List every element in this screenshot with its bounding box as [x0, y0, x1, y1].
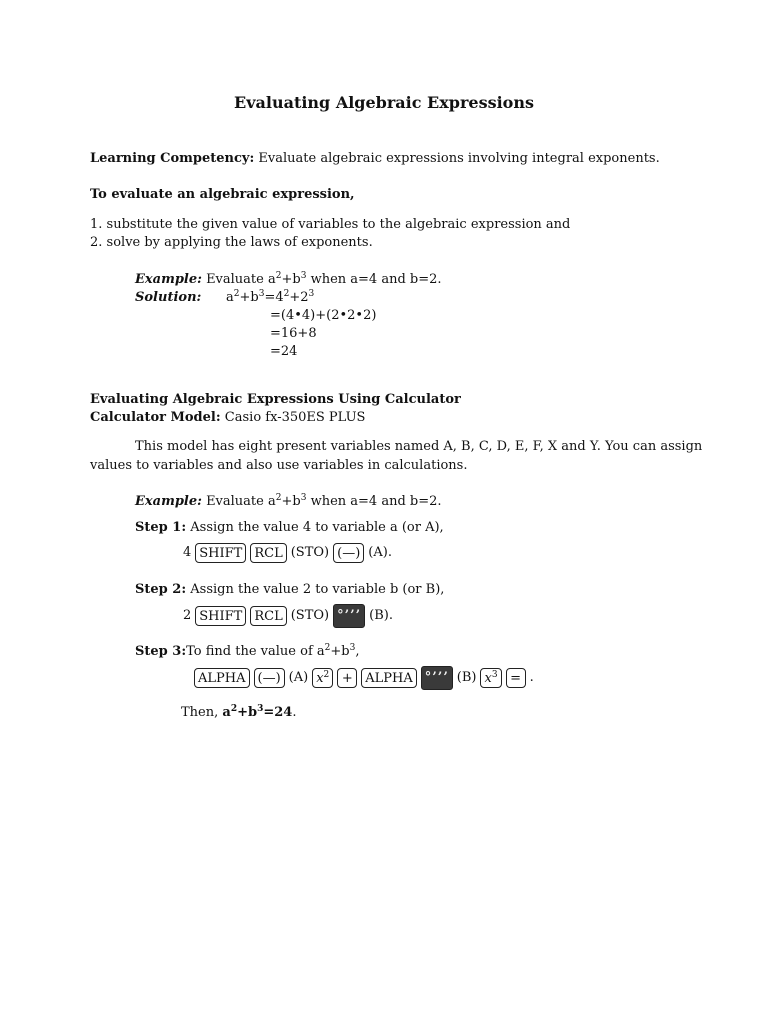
exponent: 2 [324, 643, 331, 653]
model-value: Casio fx-350ES PLUS [220, 410, 366, 425]
conclusion [181, 704, 296, 722]
example-label: Example: [135, 494, 202, 509]
step-2-key-sequence [181, 604, 395, 628]
conclusion-text: +b [237, 705, 258, 720]
calculator-heading: Evaluating Algebraic Expressions Using Calculator [90, 392, 461, 407]
step-3-key-sequence [192, 666, 536, 690]
equals-key[interactable]: = [506, 668, 526, 688]
step-label: Step 1: [135, 520, 187, 535]
exponent: 2 [275, 271, 282, 281]
solution-line-2: =(4•4)+(2•2•2) [270, 308, 377, 323]
calculator-paragraph-line-1: This model has eight present variables named A, B, C, D, E, F, X and Y. You can assign [135, 439, 703, 454]
example-text: +b [281, 494, 301, 509]
competency-text: Evaluate algebraic expressions involving integral exponents. [254, 151, 660, 166]
variable-label: (B) [456, 670, 477, 685]
calculator-model [90, 409, 365, 427]
alpha-key[interactable]: ALPHA [361, 668, 417, 688]
example-text: Evaluate a [201, 272, 276, 287]
step-label: Step 3: [135, 644, 187, 659]
exponent: 2 [230, 704, 238, 714]
exponent: 2 [283, 289, 290, 299]
example-text: Evaluate a [201, 494, 276, 509]
exponent: 3 [349, 643, 356, 653]
competency-label: Learning Competency: [90, 151, 255, 166]
sto-label: (STO) [290, 545, 330, 560]
calculator-paragraph-line-2: values to variables and also use variables in calculations. [90, 458, 468, 473]
number-value: 4 [183, 545, 192, 560]
step-text: To find the value of a [186, 644, 325, 659]
sequence-end: . [529, 670, 534, 685]
step-item-2: 2. solve by applying the laws of exponents. [90, 235, 373, 250]
degree-minute-second-key[interactable]: °’’’ [333, 604, 365, 628]
step-text: Assign the value 4 to variable a (or A), [186, 520, 444, 535]
key-exponent: 2 [323, 670, 330, 680]
step-label: Step 2: [135, 582, 187, 597]
solution-line-1 [226, 289, 314, 307]
square-key[interactable] [312, 668, 333, 688]
to-evaluate-heading: To evaluate an algebraic expression, [90, 187, 355, 202]
shift-key[interactable]: SHIFT [195, 543, 246, 563]
step-3 [135, 643, 359, 661]
conclusion-text: =24 [263, 705, 293, 720]
example-2 [135, 493, 442, 511]
exponent: 3 [300, 493, 307, 503]
plus-key[interactable]: + [337, 668, 357, 688]
key-base: x [316, 671, 324, 686]
step-text: Assign the value 2 to variable b (or B), [186, 582, 445, 597]
variable-label: (A). [368, 545, 392, 560]
degree-minute-second-key[interactable]: °’’’ [421, 666, 453, 690]
number-value: 2 [183, 608, 192, 623]
key-exponent: 3 [491, 670, 498, 680]
example-1 [135, 271, 442, 289]
step-text: , [355, 644, 360, 659]
solution-text: +b [239, 290, 259, 305]
conclusion-text: Then, [181, 705, 223, 720]
solution-line-4: =24 [270, 344, 298, 359]
example-text: when a=4 and b=2. [306, 272, 442, 287]
variable-label: (A) [288, 670, 309, 685]
page-title: Evaluating Algebraic Expressions [234, 93, 534, 112]
example-text: +b [281, 272, 301, 287]
rcl-key[interactable]: RCL [250, 606, 286, 626]
variable-label: (B). [369, 608, 393, 623]
conclusion-text: a [222, 705, 231, 720]
exponent: 3 [300, 271, 307, 281]
alpha-key[interactable]: ALPHA [194, 668, 250, 688]
example-label: Example: [135, 272, 202, 287]
solution-text: a [226, 290, 234, 305]
shift-key[interactable]: SHIFT [195, 606, 246, 626]
model-label: Calculator Model: [90, 410, 221, 425]
rcl-key[interactable]: RCL [250, 543, 286, 563]
exponent: 3 [258, 289, 265, 299]
exponent: 2 [275, 493, 282, 503]
cube-key[interactable] [480, 668, 501, 688]
negative-key[interactable]: (—) [254, 668, 285, 688]
step-1-key-sequence [181, 543, 394, 563]
step-1 [135, 519, 444, 537]
solution-label: Solution: [135, 290, 202, 305]
step-2 [135, 581, 444, 599]
learning-competency [90, 150, 660, 168]
example-text: when a=4 and b=2. [306, 494, 442, 509]
step-text: +b [330, 644, 350, 659]
solution-text: +2 [289, 290, 309, 305]
sto-label: (STO) [290, 608, 330, 623]
key-base: x [484, 671, 492, 686]
step-item-1: 1. substitute the given value of variables to the algebraic expression and [90, 217, 571, 232]
solution-line-3: =16+8 [270, 326, 317, 341]
exponent: 3 [308, 289, 315, 299]
exponent: 3 [257, 704, 264, 714]
conclusion-text: . [292, 705, 297, 720]
exponent: 2 [233, 289, 240, 299]
solution-text: =4 [264, 290, 284, 305]
negative-key[interactable]: (—) [333, 543, 364, 563]
